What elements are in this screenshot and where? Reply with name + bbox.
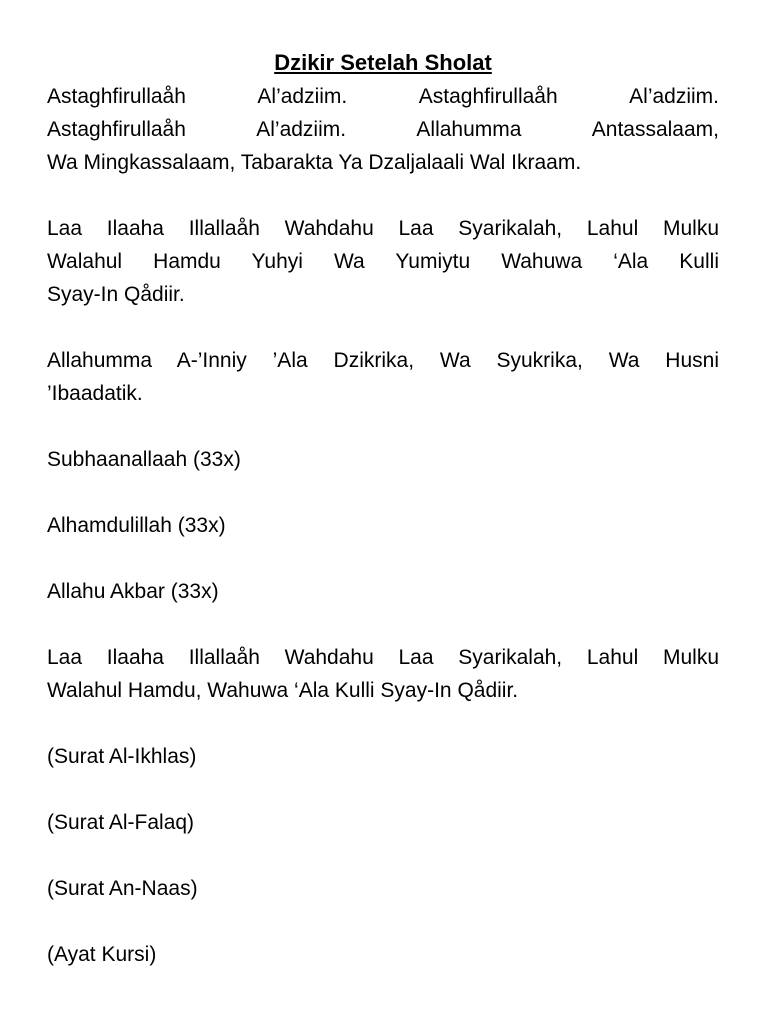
text-line: Astaghfirullaåh Al’adziim. Allahumma Antassalaam,: [47, 118, 719, 141]
text-line: Allahu Akbar (33x): [47, 580, 219, 603]
text-line: Allahumma A-’Inniy ’Ala Dzikrika, Wa Syukrika, Wa Husni: [47, 349, 719, 372]
text-line: Walahul Hamdu Yuhyi Wa Yumiytu Wahuwa ‘Ala Kulli: [47, 250, 719, 273]
paragraph-ayat-kursi: [47, 938, 719, 971]
text-line: Laa Ilaaha Illallaåh Wahdahu Laa Syarikalah, Lahul Mulku: [47, 217, 719, 240]
text-line: Laa Ilaaha Illallaåh Wahdahu Laa Syarikalah, Lahul Mulku: [47, 646, 719, 669]
paragraph-tahmid: [47, 509, 719, 542]
paragraph-tahlil: [47, 212, 719, 311]
document-page: [47, 48, 719, 1004]
text-line: Walahul Hamdu, Wahuwa ‘Ala Kulli Syay-In Qådiir.: [47, 679, 519, 702]
paragraph-tasbih: [47, 443, 719, 476]
text-line: Subhaanallaah (33x): [47, 448, 241, 471]
paragraph-tahlil-2: [47, 641, 719, 707]
paragraph-takbir: [47, 575, 719, 608]
paragraph-surat-al-falaq: [47, 806, 719, 839]
text-line: ’Ibaadatik.: [47, 382, 143, 405]
text-line: (Surat An-Naas): [47, 877, 198, 900]
paragraph-surat-al-ikhlas: [47, 740, 719, 773]
text-line: Astaghfirullaåh Al’adziim. Astaghfirullaåh Al’adziim.: [47, 85, 719, 108]
paragraph-doa: [47, 344, 719, 410]
document-title: Dzikir Setelah Sholat: [274, 50, 492, 75]
text-line: Wa Mingkassalaam, Tabarakta Ya Dzaljalaali Wal Ikraam.: [47, 151, 582, 174]
text-line: Alhamdulillah (33x): [47, 514, 226, 537]
text-line: (Surat Al-Falaq): [47, 811, 195, 834]
text-line: (Ayat Kursi): [47, 943, 157, 966]
text-line: Syay-In Qådiir.: [47, 283, 185, 306]
paragraph-istighfar: [47, 80, 719, 179]
paragraph-surat-an-naas: [47, 872, 719, 905]
text-line: (Surat Al-Ikhlas): [47, 745, 197, 768]
